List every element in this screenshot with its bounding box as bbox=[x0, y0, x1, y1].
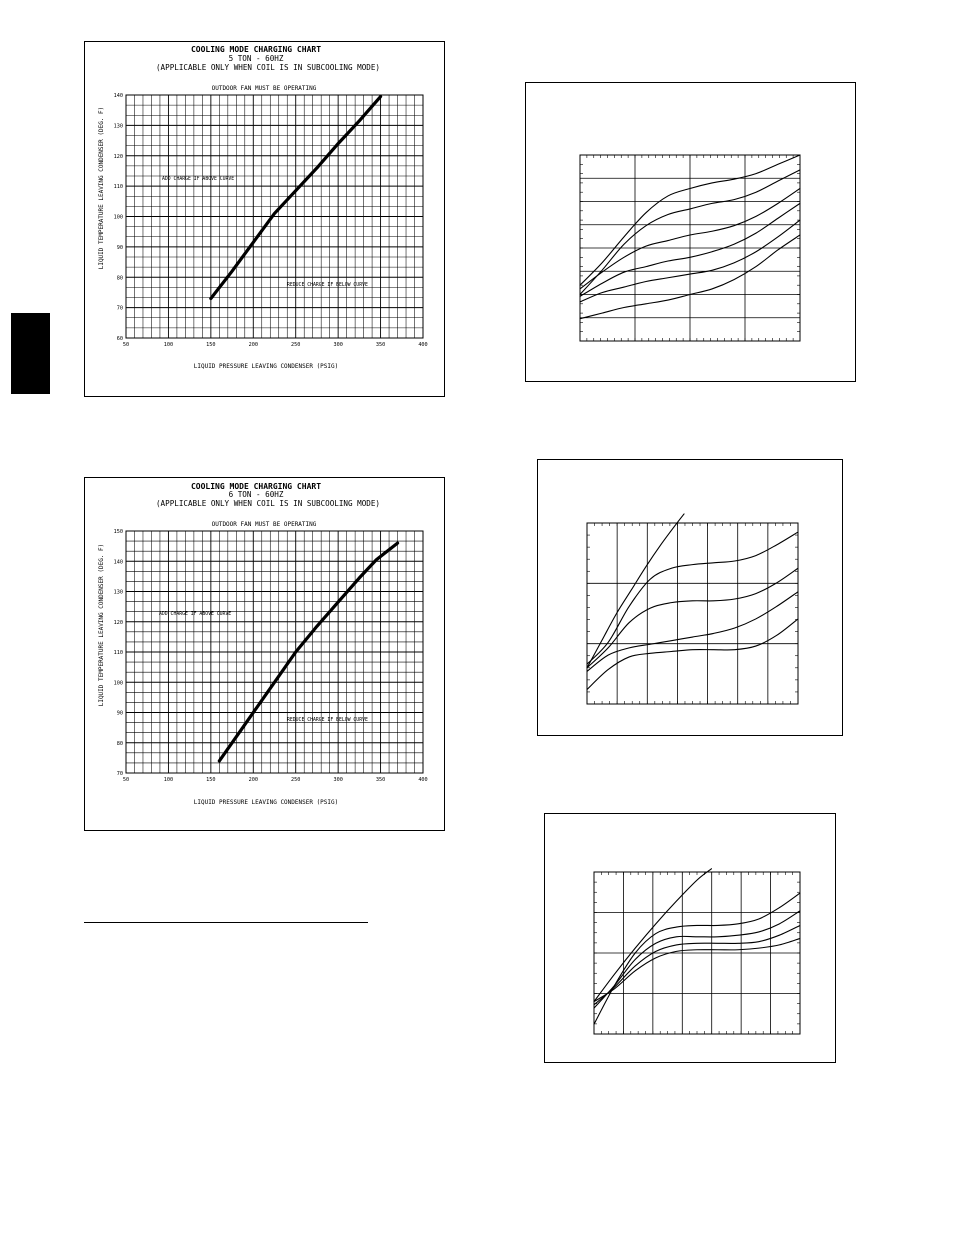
chart6-note: OUTDOOR FAN MUST BE OPERATING bbox=[211, 521, 317, 528]
y-tick-label: 130 bbox=[113, 123, 123, 130]
x-tick-label: 300 bbox=[333, 342, 343, 348]
y-tick-label: 100 bbox=[113, 214, 123, 221]
chart6-subtitle2: (APPLICABLE ONLY WHEN COIL IS IN SUBCOOLING MODE) bbox=[155, 499, 381, 508]
chart6-ylabel: LIQUID TEMPERATURE LEAVING CONDENSER (DEG. F) bbox=[98, 543, 105, 707]
series-line bbox=[587, 619, 798, 690]
y-tick-label: 70 bbox=[116, 771, 123, 777]
y-tick-label: 80 bbox=[116, 740, 123, 747]
series-line bbox=[594, 925, 800, 1004]
y-tick-label: 90 bbox=[116, 710, 123, 717]
x-tick-label: 200 bbox=[248, 777, 258, 783]
chart5-annotation-add: ADD CHARGE IF ABOVE CURVE bbox=[162, 177, 235, 182]
x-tick-label: 350 bbox=[375, 777, 386, 783]
chart6-xlabel: LIQUID PRESSURE LEAVING CONDENSER (PSIG) bbox=[193, 799, 339, 806]
chart6-subtitle: 6 TON - 60HZ bbox=[228, 490, 284, 499]
series-line bbox=[594, 938, 800, 1001]
x-tick-label: 350 bbox=[375, 342, 386, 348]
chart5-annotation-reduce: REDUCE CHARGE IF BELOW CURVE bbox=[287, 283, 368, 288]
x-tick-label: 150 bbox=[206, 777, 216, 783]
x-tick-label: 50 bbox=[122, 777, 130, 783]
x-tick-label: 50 bbox=[122, 342, 130, 348]
x-tick-label: 100 bbox=[163, 342, 174, 348]
y-tick-label: 60 bbox=[116, 336, 123, 342]
x-tick-label: 150 bbox=[206, 342, 216, 348]
y-tick-label: 90 bbox=[116, 244, 123, 251]
y-tick-label: 80 bbox=[116, 275, 123, 282]
y-tick-label: 120 bbox=[113, 153, 123, 160]
y-tick-label: 150 bbox=[113, 529, 123, 535]
chart5-ylabel: LIQUID TEMPERATURE LEAVING CONDENSER (DEG. F) bbox=[98, 106, 105, 270]
chart5-subtitle: 5 TON - 60HZ bbox=[228, 54, 284, 63]
y-tick-label: 140 bbox=[113, 93, 123, 99]
y-tick-label: 110 bbox=[113, 650, 123, 656]
chart5-subtitle2: (APPLICABLE ONLY WHEN COIL IS IN SUBCOOLING MODE) bbox=[155, 63, 381, 72]
x-tick-label: 200 bbox=[248, 342, 258, 348]
y-tick-label: 140 bbox=[113, 559, 123, 566]
chart6-annotation-reduce: REDUCE CHARGE IF BELOW CURVE bbox=[287, 718, 368, 723]
chart5-xlabel: LIQUID PRESSURE LEAVING CONDENSER (PSIG) bbox=[193, 363, 339, 370]
x-tick-label: 300 bbox=[333, 777, 343, 783]
chart5-title: COOLING MODE CHARGING CHART bbox=[190, 45, 322, 54]
y-tick-label: 130 bbox=[113, 589, 123, 596]
y-tick-label: 120 bbox=[113, 619, 123, 626]
x-tick-label: 100 bbox=[163, 777, 174, 783]
y-tick-label: 110 bbox=[113, 184, 123, 191]
series-line bbox=[587, 532, 798, 664]
chart6-annotation-add: ADD CHARGE IF ABOVE CURVE bbox=[159, 612, 232, 617]
y-tick-label: 70 bbox=[116, 305, 123, 312]
x-tick-label: 250 bbox=[291, 342, 301, 348]
x-tick-label: 250 bbox=[291, 777, 301, 783]
y-tick-label: 100 bbox=[113, 680, 123, 687]
series-line bbox=[587, 514, 684, 668]
x-tick-label: 400 bbox=[418, 342, 428, 348]
plot-marks bbox=[114, 93, 800, 1034]
chart5-note: OUTDOOR FAN MUST BE OPERATING bbox=[211, 85, 317, 92]
x-tick-label: 400 bbox=[418, 777, 428, 783]
series-line bbox=[587, 592, 798, 672]
chart6-title: COOLING MODE CHARGING CHART bbox=[190, 482, 322, 491]
